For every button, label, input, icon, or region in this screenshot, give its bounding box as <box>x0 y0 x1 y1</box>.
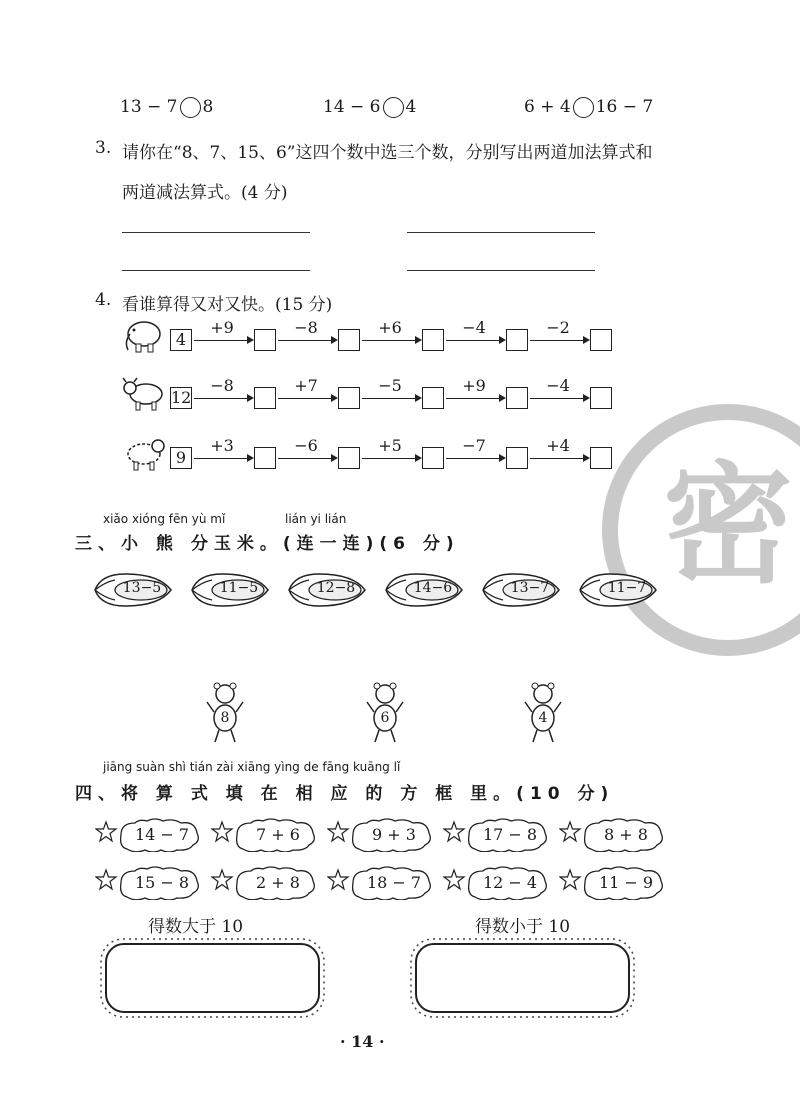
compare-item-3: 6 + 4 16 − 7 <box>524 97 654 117</box>
chain-operation: −8 <box>294 318 318 337</box>
expression-text: 12 − 4 <box>482 873 538 892</box>
chain-operation: −5 <box>378 376 402 395</box>
chain-answer-box[interactable] <box>506 447 528 469</box>
chain-answer-box[interactable] <box>338 329 360 351</box>
svg-text:密: 密 <box>662 449 794 601</box>
corn-expression: 13−7 <box>510 580 550 596</box>
chain-answer-box[interactable] <box>506 387 528 409</box>
chain-answer-box[interactable] <box>254 329 276 351</box>
chain-operation: +3 <box>210 436 234 455</box>
chain-operation: −4 <box>546 376 570 395</box>
chain-arrow <box>194 398 252 399</box>
chain-answer-box[interactable] <box>590 329 612 351</box>
expression-text: 8 + 8 <box>604 825 648 844</box>
corn-expression: 11−7 <box>607 580 647 596</box>
chain-answer-box[interactable] <box>422 447 444 469</box>
chain-operation: +4 <box>546 436 570 455</box>
expression-text: 7 + 6 <box>256 825 300 844</box>
expression-text: 11 − 9 <box>598 873 654 892</box>
section3-title: 三、小 熊 分玉米。(连一连)(6 分) <box>75 534 460 554</box>
bear-number: 4 <box>538 710 548 726</box>
q4-number: 4. <box>95 290 112 310</box>
chain-arrow <box>362 398 420 399</box>
sheep-icon <box>120 434 168 474</box>
corn-expression: 13−5 <box>122 580 162 596</box>
expression-text: 2 + 8 <box>256 873 300 892</box>
chain-arrow <box>446 340 504 341</box>
chain-answer-box[interactable] <box>338 447 360 469</box>
expression-text: 9 + 3 <box>372 825 416 844</box>
q3-text-line1: 请你在“8、7、15、6”这四个数中选三个数，分别写出两道加法算式和 <box>122 143 653 163</box>
elephant-icon <box>120 316 168 356</box>
chain-operation: −7 <box>462 436 486 455</box>
section4-title: 四、将 算 式 填 在 相 应 的 方 框 里。(10 分) <box>75 784 615 804</box>
chain-answer-box[interactable] <box>254 447 276 469</box>
chain-arrow <box>278 340 336 341</box>
chain-arrow <box>530 340 588 341</box>
answer-line[interactable] <box>407 270 595 271</box>
compare-circle[interactable] <box>573 97 594 118</box>
chain-operation: +5 <box>378 436 402 455</box>
answer-frame-less[interactable] <box>410 938 635 1018</box>
expression-text: 17 − 8 <box>482 825 538 844</box>
q3-number: 3. <box>95 138 112 158</box>
chain-operation: +9 <box>462 376 486 395</box>
expression-text: 18 − 7 <box>366 873 422 892</box>
section3-pinyin-b: lián yi lián <box>285 512 347 526</box>
chain-arrow <box>194 340 252 341</box>
chain-operation: −8 <box>210 376 234 395</box>
compare-circle[interactable] <box>180 97 201 118</box>
chain-operation: +9 <box>210 318 234 337</box>
chain-arrow <box>278 398 336 399</box>
chain-arrow <box>530 398 588 399</box>
section4-pinyin: jiāng suàn shì tián zài xiāng yìng de fāng kuāng lǐ <box>103 760 401 774</box>
chain-answer-box[interactable] <box>590 387 612 409</box>
frame-right-label: 得数小于 10 <box>475 917 571 937</box>
chain-answer-box[interactable] <box>254 387 276 409</box>
page-number: · 14 · <box>340 1032 385 1051</box>
bear-number: 6 <box>380 710 390 726</box>
answer-line[interactable] <box>122 232 310 233</box>
answer-line[interactable] <box>407 232 595 233</box>
section3-pinyin-a: xiǎo xióng fēn yù mǐ <box>103 512 226 526</box>
corn-expression: 14−6 <box>413 580 453 596</box>
chain-arrow <box>530 458 588 459</box>
chain-arrow <box>362 458 420 459</box>
expression-text: 14 − 7 <box>134 825 190 844</box>
chain-start-value: 12 <box>171 388 192 407</box>
expression-text: 15 − 8 <box>134 873 190 892</box>
chain-arrow <box>362 340 420 341</box>
chain-answer-box[interactable] <box>422 329 444 351</box>
frame-left-label: 得数大于 10 <box>148 917 244 937</box>
watermark-seal <box>598 400 800 660</box>
chain-start-value: 4 <box>170 329 192 351</box>
chain-answer-box[interactable] <box>338 387 360 409</box>
chain-operation: +7 <box>294 376 318 395</box>
chain-answer-box[interactable] <box>506 329 528 351</box>
ox-icon <box>120 374 168 414</box>
q3-text-line2: 两道减法算式。(4 分) <box>122 183 288 203</box>
answer-line[interactable] <box>122 270 310 271</box>
chain-arrow <box>446 458 504 459</box>
compare-item-1: 13 − 7 8 <box>120 97 214 117</box>
chain-operation: −4 <box>462 318 486 337</box>
compare-circle[interactable] <box>383 97 404 118</box>
compare-item-2: 14 − 6 4 <box>323 97 417 117</box>
chain-start-value: 9 <box>170 447 192 469</box>
chain-arrow <box>278 458 336 459</box>
answer-frame-greater[interactable] <box>100 938 325 1018</box>
corn-expression: 11−5 <box>219 580 259 596</box>
chain-answer-box[interactable] <box>422 387 444 409</box>
chain-operation: −6 <box>294 436 318 455</box>
chain-arrow <box>194 458 252 459</box>
chain-operation: +6 <box>378 318 402 337</box>
chain-operation: −2 <box>546 318 570 337</box>
bear-number: 8 <box>220 710 230 726</box>
corn-expression: 12−8 <box>316 580 356 596</box>
q4-text: 看谁算得又对又快。(15 分) <box>122 295 333 315</box>
chain-arrow <box>446 398 504 399</box>
chain-answer-box[interactable] <box>590 447 612 469</box>
